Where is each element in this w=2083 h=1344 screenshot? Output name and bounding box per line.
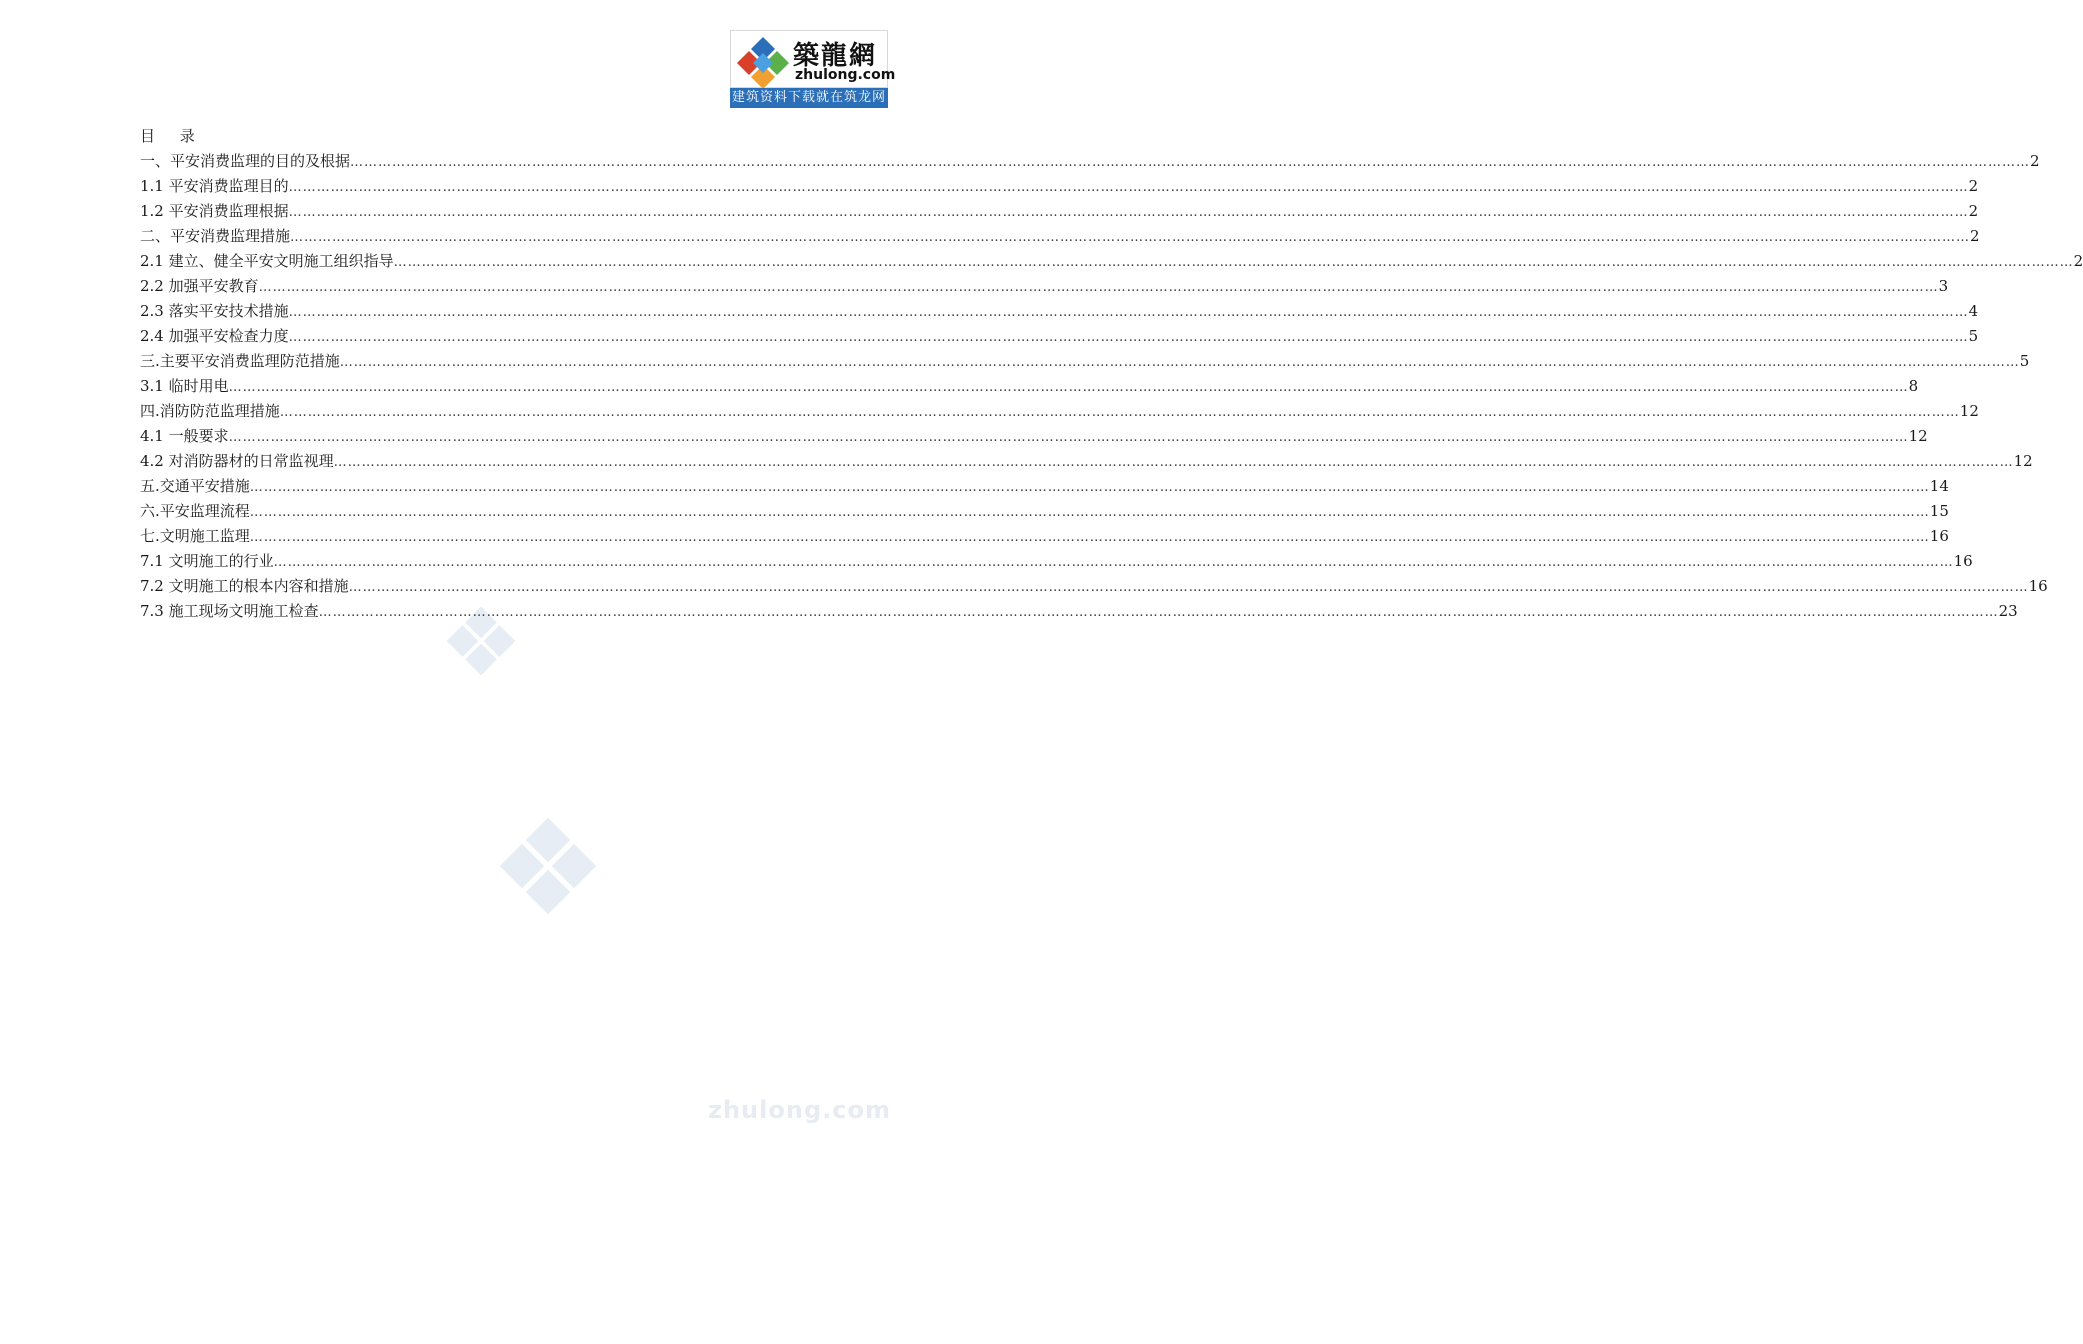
toc-entry-label: 五.交通平安措施 <box>140 477 250 495</box>
toc-entry-label: 2.2 加强平安教育 <box>140 277 259 295</box>
toc-title: 目 录 <box>140 127 205 145</box>
toc-entry-label: 1.2 平安消费监理根据 <box>140 202 289 220</box>
toc-leader-dots: ……………………………………………………………………………………………………………………………………………………………………………………………………………………………………………………………………………………………………………………………… <box>228 430 1909 445</box>
toc-entry-label: 4.1 一般要求 <box>140 427 229 445</box>
toc-leader-dots: ……………………………………………………………………………………………………………………………………………………………………………………………………………………………………………………………………………………………………………………………… <box>290 230 1971 245</box>
toc-leader-dots: ……………………………………………………………………………………………………………………………………………………………………………………………………………………………………………………………………………………………………………………………… <box>393 255 2074 270</box>
toc-entry-label: 六.平安监理流程 <box>140 502 250 520</box>
toc-list <box>140 149 2083 624</box>
watermark-text: zhulong.com <box>708 1096 891 1124</box>
toc-page-number: 14 <box>1929 477 1949 495</box>
toc-entry-label: 一、平安消费监理的目的及根据 <box>140 152 351 170</box>
toc-leader-dots: ……………………………………………………………………………………………………………………………………………………………………………………………………………………………………………………………………………………………………………………………… <box>288 180 1969 195</box>
toc-page-number: 2 <box>1968 177 1979 195</box>
toc-entry <box>140 149 2040 174</box>
toc-entry-label: 2.3 落实平安技术措施 <box>140 302 289 320</box>
toc-page-number: 12 <box>1908 427 1928 445</box>
toc-entry <box>140 574 2048 599</box>
toc-entry-label: 1.1 平安消费监理目的 <box>140 177 289 195</box>
toc-entry <box>140 249 2083 274</box>
toc-page-number: 2 <box>2073 252 2083 270</box>
toc-entry-label: 3.1 临时用电 <box>140 377 229 395</box>
toc-leader-dots: ……………………………………………………………………………………………………………………………………………………………………………………………………………………………………………………………………………………………………………………………… <box>288 305 1969 320</box>
toc-entry <box>140 349 2030 374</box>
toc-entry-label: 4.2 对消防器材的日常监视理 <box>140 452 334 470</box>
toc-leader-dots: ……………………………………………………………………………………………………………………………………………………………………………………………………………………………………………………………………………………………………………………………… <box>350 155 2031 170</box>
toc-entry-label: 四.消防防范监理措施 <box>140 402 280 420</box>
toc-entry <box>140 224 1980 249</box>
toc-entry-label: 七.文明施工监理 <box>140 527 250 545</box>
toc-page-number: 2 <box>1970 227 1980 245</box>
logo-panel <box>730 30 896 88</box>
toc-page-number: 16 <box>2028 577 2048 595</box>
toc-leader-dots: ……………………………………………………………………………………………………………………………………………………………………………………………………………………………………………………………………………………………………………………………… <box>249 505 1930 520</box>
toc-page-number: 2 <box>1968 202 1979 220</box>
toc-page-number: 16 <box>1929 527 1949 545</box>
toc-leader-dots: ……………………………………………………………………………………………………………………………………………………………………………………………………………………………………………………………………………………………………………………………… <box>228 380 1909 395</box>
logo-chinese-name: 築龍網 <box>793 41 878 71</box>
toc-page-number: 12 <box>2013 452 2033 470</box>
toc-entry-label: 2.1 建立、健全平安文明施工组织指导 <box>140 252 394 270</box>
toc-leader-dots: ……………………………………………………………………………………………………………………………………………………………………………………………………………………………………………………………………………………………………………………………… <box>348 580 2029 595</box>
toc-leader-dots: ……………………………………………………………………………………………………………………………………………………………………………………………………………………………………………………………………………………………………………………………… <box>249 480 1930 495</box>
toc-leader-dots: ……………………………………………………………………………………………………………………………………………………………………………………………………………………………………………………………………………………………………………………………… <box>318 605 1999 620</box>
toc-entry-label: 7.1 文明施工的行业 <box>140 552 274 570</box>
toc-page-number: 23 <box>1998 602 2018 620</box>
logo-domain: zhulong.com <box>795 67 896 83</box>
toc-entry-label: 7.3 施工现场文明施工检查 <box>140 602 319 620</box>
toc-entry <box>140 174 1979 199</box>
zhulong-logo <box>730 30 896 108</box>
toc-page-number: 2 <box>2030 152 2040 170</box>
toc-leader-dots: ……………………………………………………………………………………………………………………………………………………………………………………………………………………………………………………………………………………………………………………………… <box>288 205 1969 220</box>
toc-leader-dots: ……………………………………………………………………………………………………………………………………………………………………………………………………………………………………………………………………………………………………………………………… <box>258 280 1939 295</box>
toc-entry <box>140 499 1949 524</box>
toc-entry <box>140 199 1979 224</box>
toc-page-number: 5 <box>2019 352 2030 370</box>
toc-entry-label: 二、平安消费监理措施 <box>140 227 291 245</box>
logo-tagline: 建筑资料下载就在筑龙网 <box>730 88 888 108</box>
toc-entry-label: 2.4 加强平安检查力度 <box>140 327 289 345</box>
toc-entry <box>140 324 1979 349</box>
diamond-flower-icon <box>735 35 791 91</box>
toc-page-number: 15 <box>1929 502 1949 520</box>
toc-entry <box>140 524 1949 549</box>
toc-entry <box>140 599 2018 624</box>
toc-leader-dots: ……………………………………………………………………………………………………………………………………………………………………………………………………………………………………………………………………………………………………………………………… <box>273 555 1954 570</box>
toc-entry <box>140 549 1973 574</box>
toc-entry <box>140 299 1979 324</box>
toc-leader-dots: ……………………………………………………………………………………………………………………………………………………………………………………………………………………………………………………………………………………………………………………………… <box>333 455 2014 470</box>
toc-leader-dots: ……………………………………………………………………………………………………………………………………………………………………………………………………………………………………………………………………………………………………………………………… <box>279 405 1960 420</box>
toc-leader-dots: ……………………………………………………………………………………………………………………………………………………………………………………………………………………………………………………………………………………………………………………………… <box>288 330 1969 345</box>
toc-entry-label: 三.主要平安消费监理防范措施 <box>140 352 340 370</box>
toc-entry <box>140 274 1949 299</box>
toc-entry <box>140 474 1949 499</box>
toc-entry <box>140 399 1979 424</box>
toc-page-number: 16 <box>1953 552 1973 570</box>
watermark-flower-icon <box>496 814 600 918</box>
toc-leader-dots: ……………………………………………………………………………………………………………………………………………………………………………………………………………………………………………………………………………………………………………………………… <box>339 355 2020 370</box>
toc-page-number: 4 <box>1968 302 1979 320</box>
toc-entry <box>140 424 1928 449</box>
toc-page-number: 3 <box>1938 277 1949 295</box>
toc-entry <box>140 374 1919 399</box>
toc-entry <box>140 449 2033 474</box>
toc-page-number: 12 <box>1959 402 1979 420</box>
toc-page-number: 8 <box>1908 377 1919 395</box>
toc-page-number: 5 <box>1968 327 1979 345</box>
toc-entry-label: 7.2 文明施工的根本内容和措施 <box>140 577 349 595</box>
toc-leader-dots: ……………………………………………………………………………………………………………………………………………………………………………………………………………………………………………………………………………………………………………………………… <box>249 530 1930 545</box>
table-of-contents <box>140 124 2083 624</box>
